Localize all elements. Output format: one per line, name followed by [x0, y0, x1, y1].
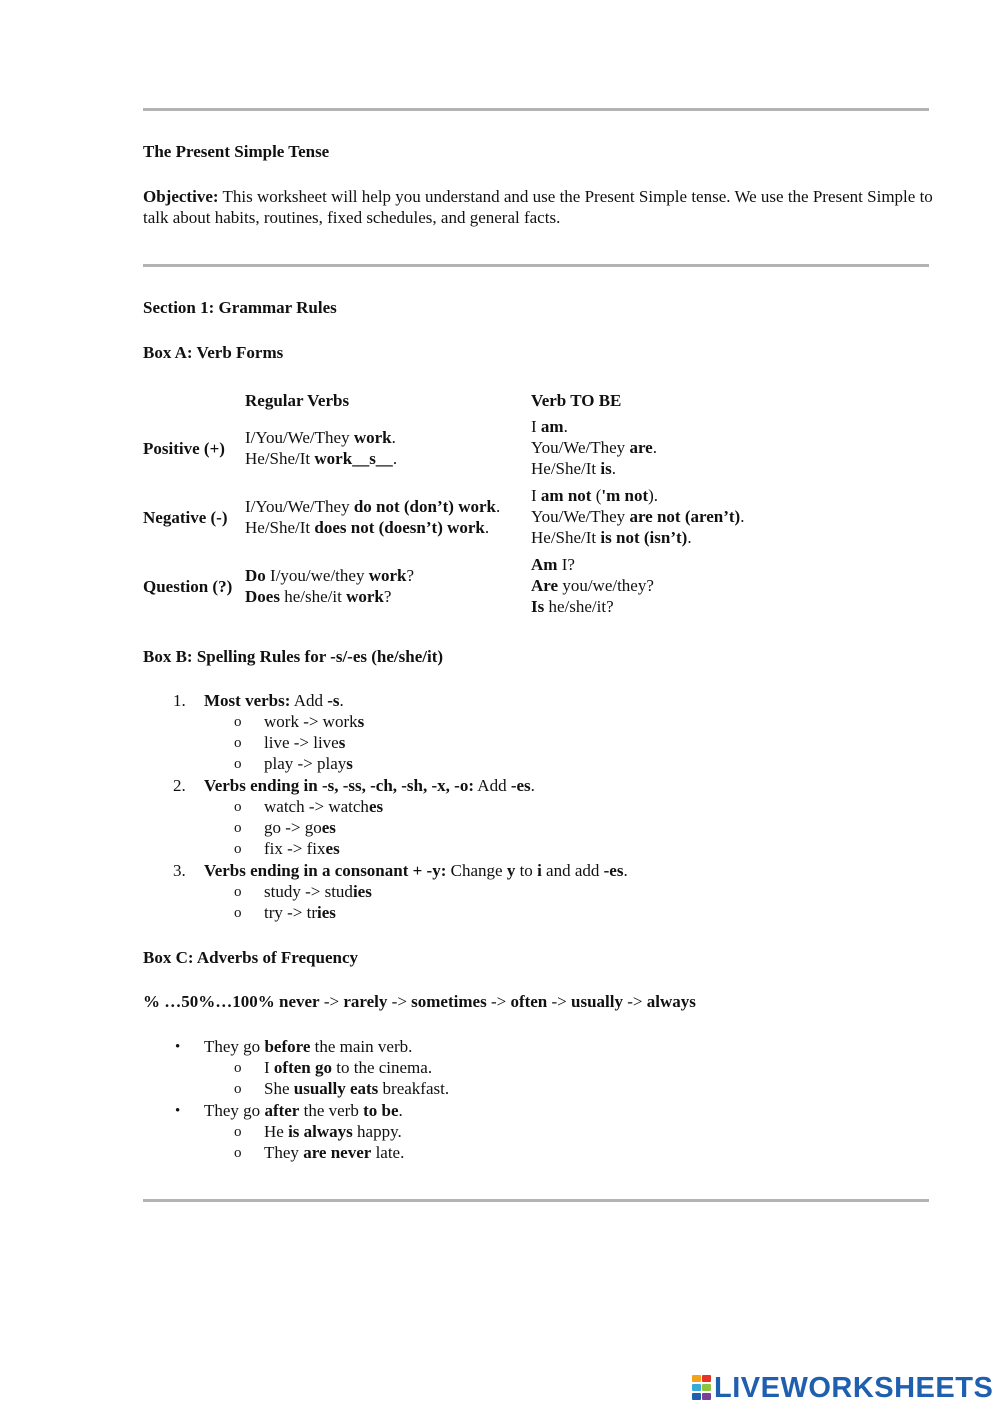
section-1-heading: Section 1: Grammar Rules — [143, 298, 337, 317]
objective-label: Objective: — [143, 187, 219, 206]
sub-bullet: o — [234, 884, 242, 900]
cell-negative-tobe: I am not ('m not). You/We/They are not (aren’t). He/She/It is not (isn’t). — [531, 486, 745, 547]
sub-bullet: o — [234, 841, 242, 857]
objective-text: This worksheet will help you understand and use the Present Simple tense. We use the Present Simple to talk about habits, routines, fixed schedules, and general facts. — [143, 187, 933, 227]
rule-3-example: study -> studies — [264, 882, 372, 901]
row-label-question: Question (?) — [143, 577, 233, 596]
rule-1-example: play -> plays — [264, 754, 353, 773]
rule-1-example: work -> works — [264, 712, 365, 731]
adverb-example: I often go to the cinema. — [264, 1058, 433, 1077]
col-header-regular: Regular Verbs — [245, 391, 350, 410]
rule-3-number: 3. — [173, 861, 186, 880]
box-c-heading: Box C: Adverbs of Frequency — [143, 948, 359, 967]
sub-bullet: o — [234, 1124, 242, 1140]
liveworksheets-logo — [692, 1373, 993, 1403]
rule-3-example: try -> tries — [264, 903, 336, 922]
rule-2-example: go -> goes — [264, 818, 336, 837]
adverb-rule-2: They go after the verb to be. — [204, 1101, 403, 1120]
bullet: • — [175, 1103, 181, 1119]
liveworksheets-logo-icon — [692, 1375, 712, 1401]
divider-bottom — [143, 1199, 929, 1202]
rule-3: Verbs ending in a consonant + -y: Change y to i and add -es. — [204, 861, 628, 880]
sub-bullet: o — [234, 756, 242, 772]
rule-1: Most verbs: Add -s. — [204, 691, 344, 710]
cell-question-regular: Do I/you/we/they work? Does he/she/it work? — [245, 566, 415, 606]
liveworksheets-logo-text: LIVEWORKSHEETS — [714, 1371, 994, 1404]
cell-positive-tobe: I am. You/We/They are. He/She/It is. — [531, 417, 657, 478]
box-b-heading: Box B: Spelling Rules for -s/-es (he/she/it) — [143, 647, 444, 666]
sub-bullet: o — [234, 905, 242, 921]
cell-negative-regular: I/You/We/They do not (don’t) work. He/She/It does not (doesn’t) work. — [245, 497, 501, 537]
sub-bullet: o — [234, 1145, 242, 1161]
cell-question-tobe: Am I? Are you/we/they? Is he/she/it? — [531, 555, 654, 616]
col-header-tobe: Verb TO BE — [531, 391, 622, 410]
row-label-negative: Negative (-) — [143, 508, 228, 527]
sub-bullet: o — [234, 714, 242, 730]
divider-top — [143, 108, 929, 111]
adverb-rule-1: They go before the main verb. — [204, 1037, 413, 1056]
rule-1-number: 1. — [173, 691, 186, 710]
rule-2-example: fix -> fixes — [264, 839, 340, 858]
frequency-scale: % …50%…100% never -> rarely -> sometimes -> often -> usually -> always — [143, 992, 696, 1011]
divider-middle — [143, 264, 929, 267]
cell-positive-regular: I/You/We/They work. He/She/It work__s__. — [245, 428, 398, 468]
adverb-example: He is always happy. — [264, 1122, 402, 1141]
sub-bullet: o — [234, 1081, 242, 1097]
box-a-heading: Box A: Verb Forms — [143, 343, 284, 362]
row-label-positive: Positive (+) — [143, 439, 225, 458]
adverb-example: They are never late. — [264, 1143, 405, 1162]
adverb-example: She usually eats breakfast. — [264, 1079, 450, 1098]
sub-bullet: o — [234, 799, 242, 815]
rule-2-number: 2. — [173, 776, 186, 795]
page-title: The Present Simple Tense — [143, 142, 330, 161]
sub-bullet: o — [234, 735, 242, 751]
rule-1-example: live -> lives — [264, 733, 346, 752]
sub-bullet: o — [234, 820, 242, 836]
sub-bullet: o — [234, 1060, 242, 1076]
bullet: • — [175, 1039, 181, 1055]
rule-2-example: watch -> watches — [264, 797, 384, 816]
rule-2: Verbs ending in -s, -ss, -ch, -sh, -x, -o: Add -es. — [204, 776, 535, 795]
objective-paragraph — [143, 186, 943, 228]
